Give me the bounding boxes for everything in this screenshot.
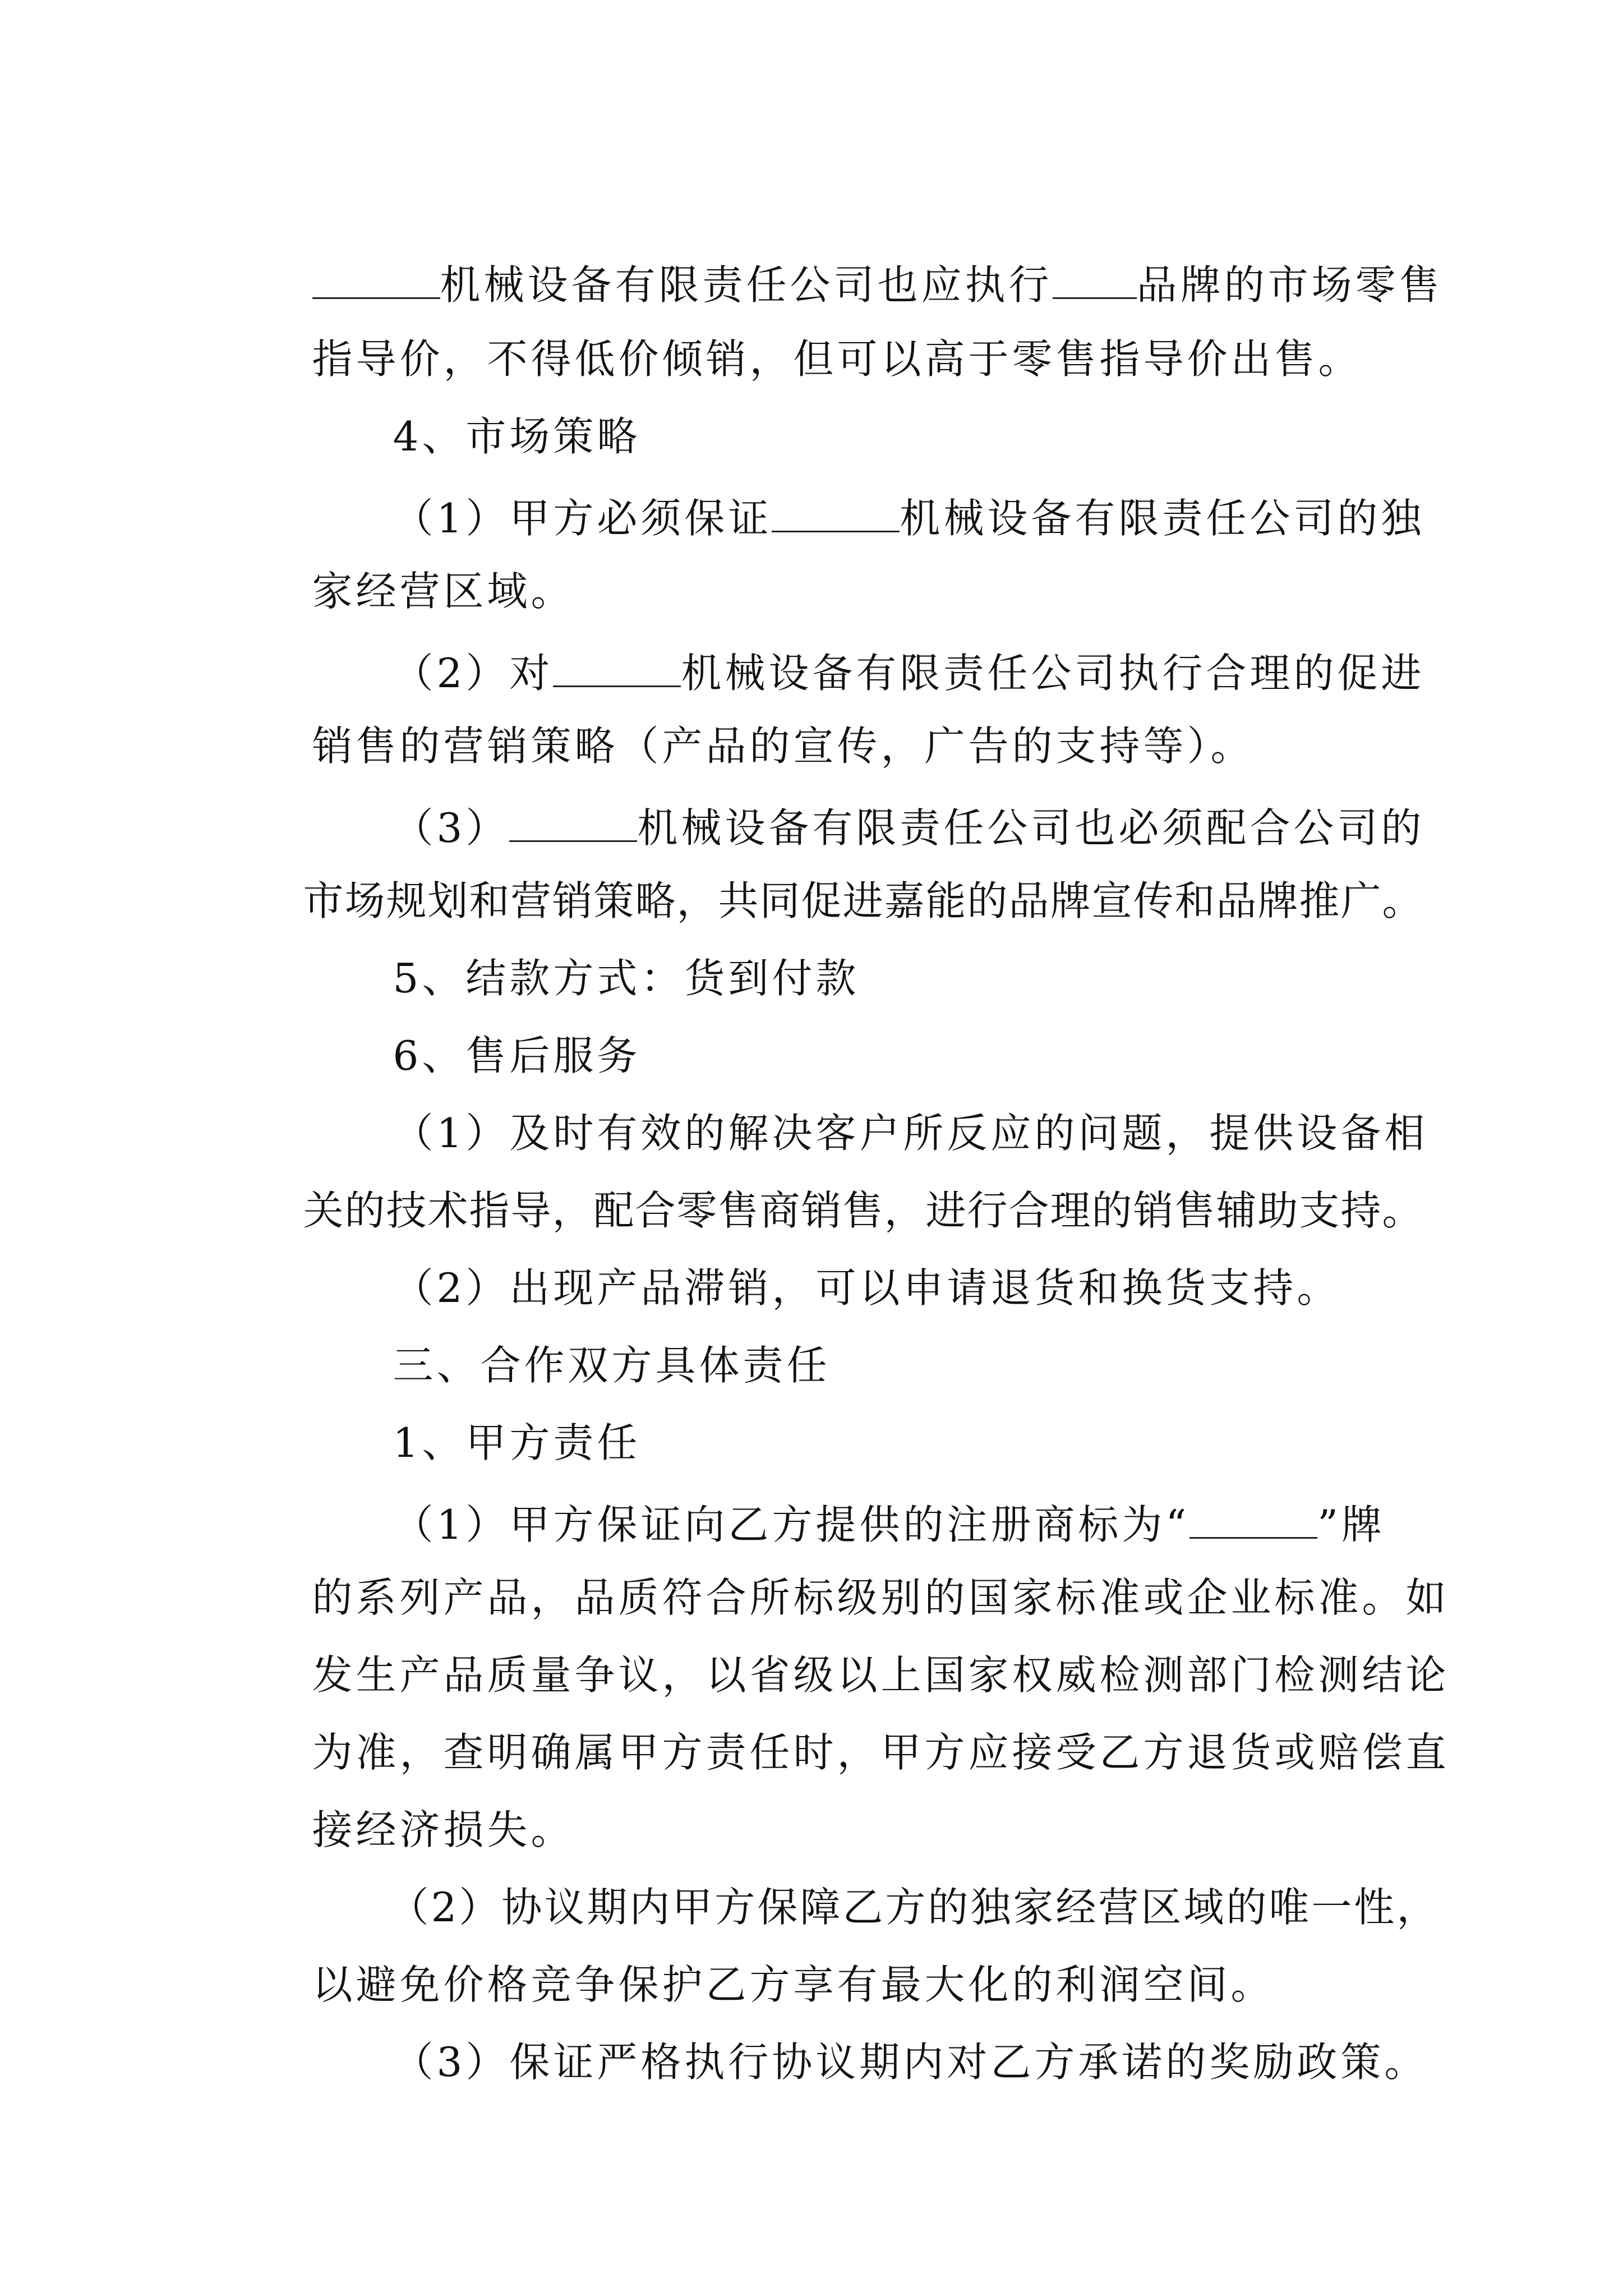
- text-run: 1、甲方责任: [393, 1419, 641, 1466]
- text-run: 市场规划和营销策略，共同促进嘉能的品牌宣传和品牌推广。: [303, 877, 1424, 924]
- text-run: （2）协议期内甲方保障乙方的独家经营区域的唯一性，: [388, 1884, 1440, 1931]
- text-run: ”牌: [1317, 1501, 1385, 1549]
- blank-field: [509, 803, 637, 842]
- text-run: 5、结款方式：货到付款: [393, 955, 860, 1002]
- blank-field: [312, 260, 440, 299]
- text-run: （2）对: [393, 650, 554, 697]
- text-run: 机械设备有限责任公司的独: [900, 495, 1425, 542]
- text-run: 4、市场策略: [393, 413, 641, 460]
- text-run: （1）甲方保证向乙方提供的注册商标为“: [393, 1501, 1190, 1549]
- text-run: 关的技术指导，配合零售商销售，进行合理的销售辅助支持。: [303, 1187, 1424, 1234]
- text-run: 家经营区域。: [312, 568, 575, 615]
- text-run: 销售的营销策略（产品的宣传，广告的支持等）。: [312, 723, 1255, 770]
- text-run: （2）出现产品滞销，可以申请退货和换货支持。: [393, 1264, 1341, 1312]
- blank-field: [772, 494, 900, 532]
- blank-field: [1053, 260, 1137, 299]
- text-run: （1）及时有效的解决客户所反应的问题，提供设备相: [393, 1110, 1428, 1157]
- text-run: 6、售后服务: [393, 1032, 641, 1079]
- text-run: （3）: [393, 804, 510, 852]
- text-run: （3）保证严格执行协议期内对乙方承诺的奖励政策。: [393, 2039, 1428, 2086]
- text-line: [328, 2001, 1623, 2123]
- text-run: 为准，查明确属甲方责任时，甲方应接受乙方退货或赔偿直: [312, 1729, 1450, 1776]
- text-run: 以避免价格竞争保护乙方享有最大化的利润空间。: [312, 1961, 1275, 2008]
- text-run: 机械设备有限责任公司也必须配合公司的: [637, 804, 1425, 852]
- text-run: 发生产品质量争议，以省级以上国家权威检测部门检测结论: [312, 1651, 1450, 1699]
- text-run: （1）甲方必须保证: [393, 495, 772, 542]
- text-run: 接经济损失。: [312, 1806, 575, 1853]
- blank-field: [1189, 1500, 1317, 1539]
- text-run: 指导价，不得低价倾销，但可以高于零售指导价出售。: [312, 335, 1362, 383]
- text-run: 机械设备有限责任公司执行合理的促进: [681, 650, 1425, 697]
- blank-field: [553, 648, 681, 687]
- text-run: 机械设备有限责任公司也应执行: [440, 261, 1053, 309]
- text-run: 的系列产品，品质符合所标级别的国家标准或企业标准。如: [312, 1574, 1450, 1621]
- text-run: 三、合作双方具体责任: [393, 1342, 831, 1389]
- text-run: 品牌的市场零售: [1136, 261, 1443, 309]
